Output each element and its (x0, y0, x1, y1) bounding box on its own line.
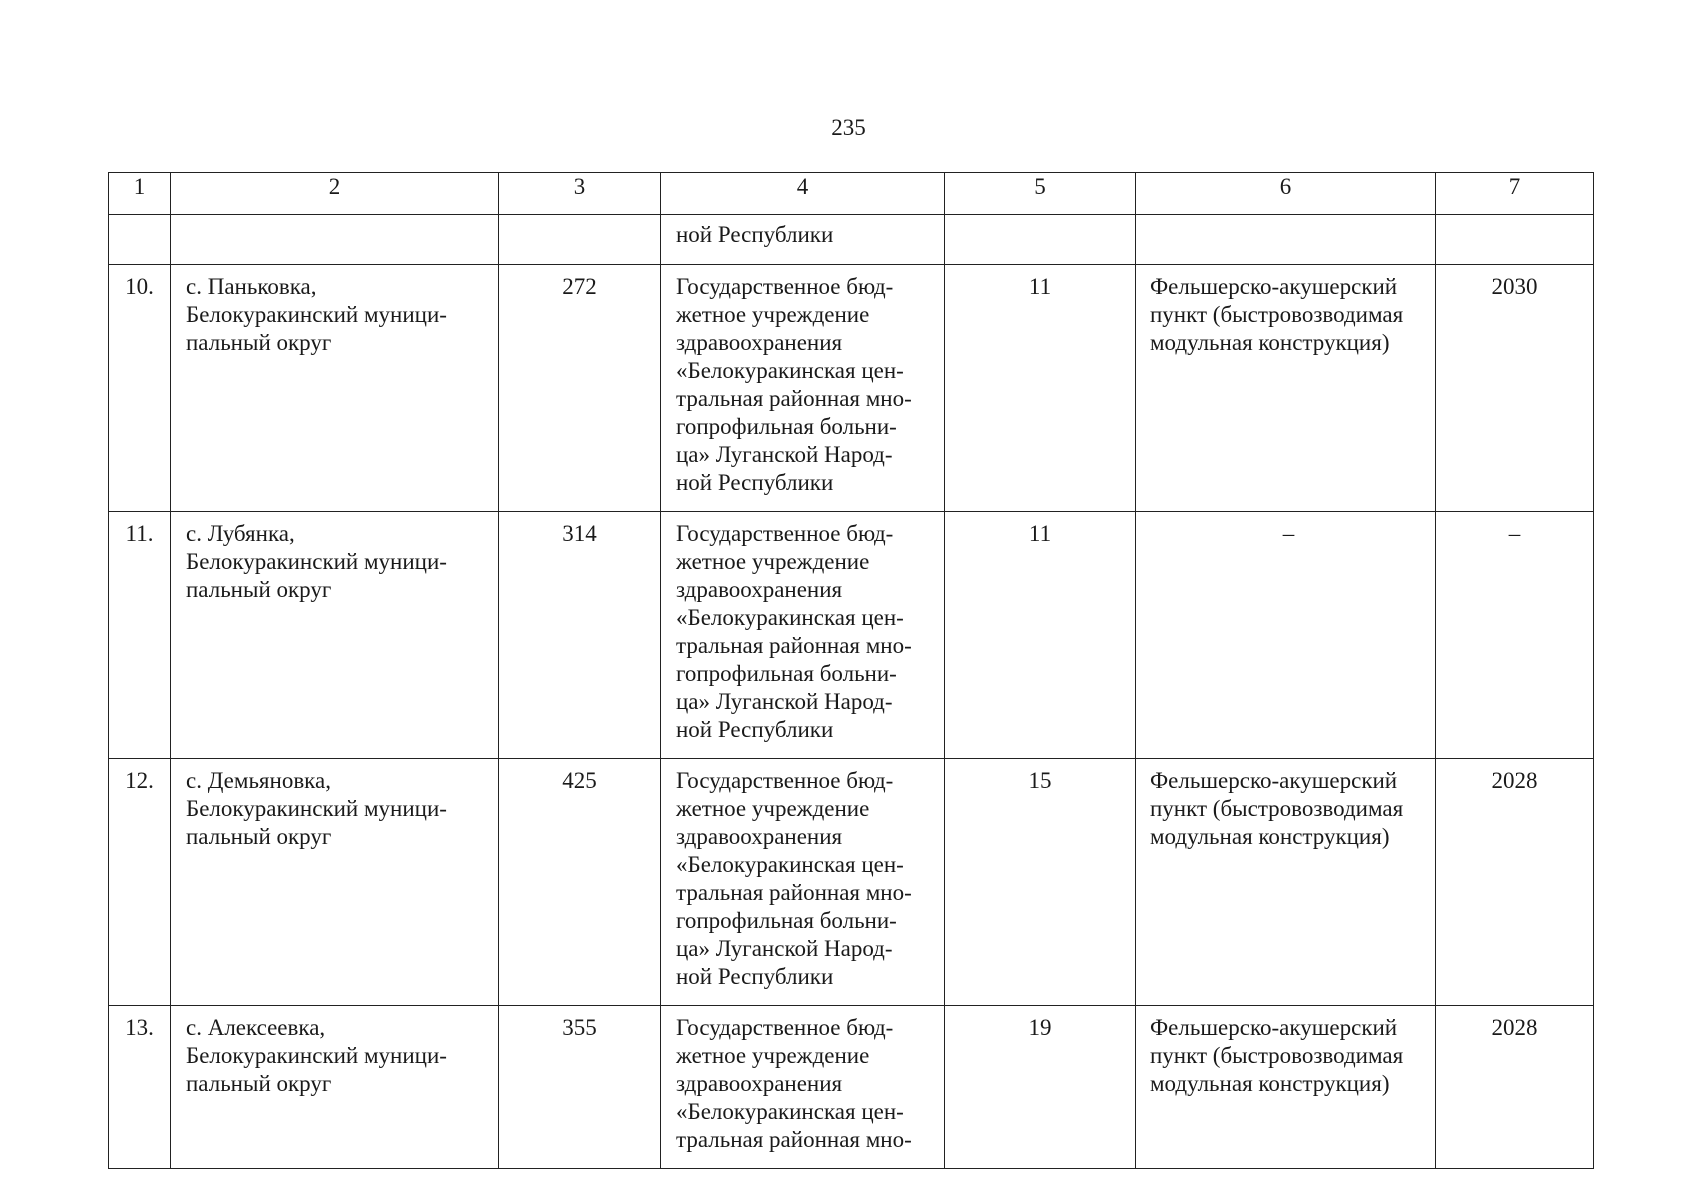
distance-cell: 11 (945, 512, 1136, 759)
locality-cell-line: Белокуракинский муници- (186, 1043, 447, 1068)
institution-cell-line: ной Республики (676, 717, 834, 742)
facility-cell-line: Фельшерско-акушерский (1150, 274, 1398, 299)
facility-cell-line: модульная конструкция) (1150, 824, 1390, 849)
population-cell: 314 (499, 512, 661, 759)
institution-cell-line: жетное учреждение (676, 549, 870, 574)
facility-cell-line: модульная конструкция) (1150, 1071, 1390, 1096)
locality-cell-line: с. Алексеевка, (186, 1015, 326, 1040)
facility-cell-line: модульная конструкция) (1150, 330, 1390, 355)
institution-cell (661, 759, 945, 1006)
institution-cell-line: Государственное бюд- (676, 1015, 894, 1040)
locality-cell-line: с. Паньковка, (186, 274, 317, 299)
column-header: 3 (499, 173, 661, 215)
year-cell: 2030 (1436, 265, 1594, 512)
year-cell: 2028 (1436, 1006, 1594, 1169)
institution-cell-line: тральная районная мно- (676, 1127, 912, 1152)
population-cell: 425 (499, 759, 661, 1006)
facility-cell: – (1136, 512, 1436, 759)
institution-cell-line: ной Республики (676, 964, 834, 989)
institution-cell-line: тральная районная мно- (676, 880, 912, 905)
institution-cell-line: ца» Луганской Народ- (676, 936, 893, 961)
page-number: 235 (831, 115, 866, 140)
institution-cell-line: жетное учреждение (676, 796, 870, 821)
table-row (109, 1006, 1594, 1169)
institution-cell-line: «Белокуракинская цен- (676, 852, 904, 877)
locality-cell-line: Белокуракинский муници- (186, 796, 447, 821)
empty-cell (1436, 215, 1594, 265)
year-cell: 2028 (1436, 759, 1594, 1006)
table-row (109, 512, 1594, 759)
institution-cell-line: ной Республики (676, 470, 834, 495)
institution-cell-line: гопрофильная больни- (676, 908, 897, 933)
row-number-cell: 10. (109, 265, 171, 512)
empty-cell (171, 215, 499, 265)
empty-cell (499, 215, 661, 265)
empty-cell (1136, 215, 1436, 265)
institution-cell-line: «Белокуракинская цен- (676, 358, 904, 383)
institution-cell-line: Государственное бюд- (676, 768, 894, 793)
institution-cell (661, 265, 945, 512)
row-number-cell: 13. (109, 1006, 171, 1169)
institution-cell-line: Государственное бюд- (676, 521, 894, 546)
column-header: 2 (171, 173, 499, 215)
locality-cell-line: пальный округ (186, 577, 332, 602)
facility-cell-line: пункт (быстровозводимая (1150, 796, 1404, 821)
institution-cell (661, 512, 945, 759)
column-header: 4 (661, 173, 945, 215)
empty-cell (945, 215, 1136, 265)
locality-cell-line: пальный округ (186, 1071, 332, 1096)
institution-cell-line: «Белокуракинская цен- (676, 605, 904, 630)
column-header: 1 (109, 173, 171, 215)
table-row (109, 265, 1594, 512)
facility-cell-line: Фельшерско-акушерский (1150, 1015, 1398, 1040)
locality-cell-line: с. Демьяновка, (186, 768, 331, 793)
institution-cell-line: «Белокуракинская цен- (676, 1099, 904, 1124)
locality-cell-line: пальный округ (186, 330, 332, 355)
row-number-cell: 12. (109, 759, 171, 1006)
locality-cell (171, 1006, 499, 1169)
facility-cell-line: пункт (быстровозводимая (1150, 302, 1404, 327)
distance-cell: 19 (945, 1006, 1136, 1169)
locality-cell-line: с. Лубянка, (186, 521, 295, 546)
institution-cell-line: гопрофильная больни- (676, 661, 897, 686)
column-header: 5 (945, 173, 1136, 215)
document-table (108, 172, 1594, 1169)
institution-cell-line: здравоохранения (676, 577, 843, 602)
institution-cell-line: Государственное бюд- (676, 274, 894, 299)
institution-cell (661, 1006, 945, 1169)
empty-cell (109, 215, 171, 265)
institution-cell-line: гопрофильная больни- (676, 414, 897, 439)
column-header: 6 (1136, 173, 1436, 215)
facility-cell-line: пункт (быстровозводимая (1150, 1043, 1404, 1068)
continuation-row (109, 215, 1594, 265)
institution-cell-line: здравоохранения (676, 824, 843, 849)
institution-cell-line: жетное учреждение (676, 1043, 870, 1068)
institution-cell-line: жетное учреждение (676, 302, 870, 327)
institution-cell-line: здравоохранения (676, 1071, 843, 1096)
institution-cell-line: ца» Луганской Народ- (676, 689, 893, 714)
institution-cell: ной Республики (661, 215, 945, 265)
distance-cell: 15 (945, 759, 1136, 1006)
table-row (109, 759, 1594, 1006)
column-header: 7 (1436, 173, 1594, 215)
population-cell: 355 (499, 1006, 661, 1169)
locality-cell (171, 512, 499, 759)
column-number-row (109, 173, 1594, 215)
institution-cell-line: здравоохранения (676, 330, 843, 355)
row-number-cell: 11. (109, 512, 171, 759)
locality-cell-line: Белокуракинский муници- (186, 549, 447, 574)
year-cell: – (1436, 512, 1594, 759)
locality-cell (171, 265, 499, 512)
locality-cell-line: пальный округ (186, 824, 332, 849)
institution-cell-line: ца» Луганской Народ- (676, 442, 893, 467)
facility-cell (1136, 759, 1436, 1006)
distance-cell: 11 (945, 265, 1136, 512)
locality-cell (171, 759, 499, 1006)
table-body (109, 215, 1594, 1169)
institution-cell-line: тральная районная мно- (676, 633, 912, 658)
institution-cell-line: тральная районная мно- (676, 386, 912, 411)
facility-cell-line: Фельшерско-акушерский (1150, 768, 1398, 793)
locality-cell-line: Белокуракинский муници- (186, 302, 447, 327)
facility-cell (1136, 265, 1436, 512)
population-cell: 272 (499, 265, 661, 512)
facility-cell (1136, 1006, 1436, 1169)
